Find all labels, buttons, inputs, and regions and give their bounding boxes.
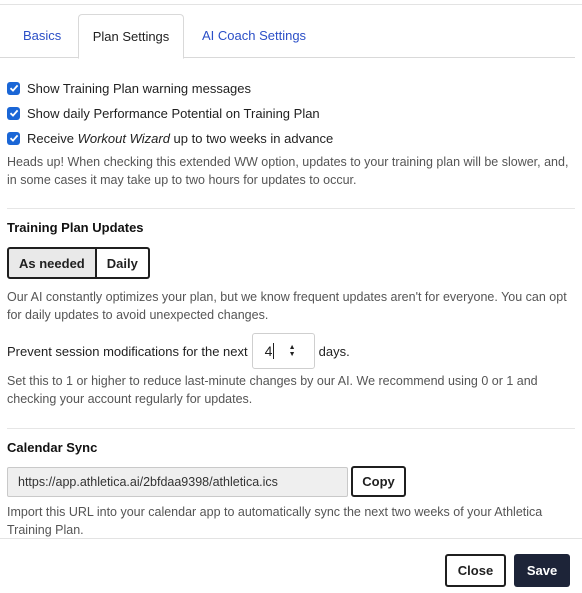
calendar-sync-title: Calendar Sync (7, 440, 98, 455)
copy-button[interactable]: Copy (351, 466, 406, 497)
increment-icon[interactable]: ▲ (288, 344, 296, 351)
plan-updates-title: Training Plan Updates (7, 220, 144, 235)
check-icon (9, 83, 19, 93)
stepper-arrows (289, 344, 296, 358)
wizard-note: Heads up! When checking this extended WW option, updates to your training plan will be slower, and, in some cases it may take up to two hours for updates to occur. (7, 155, 569, 187)
calendar-url-field[interactable]: https://app.athletica.ai/2bfdaa9398/athletica.ics (7, 467, 348, 497)
prevent-suffix: days. (318, 343, 350, 359)
plan-updates-description: Our AI constantly optimizes your plan, but we know frequent updates aren't for everyone. You can opt for daily updates to avoid unexpected changes. (7, 290, 567, 322)
tab-plan-settings[interactable]: Plan Settings (78, 14, 184, 59)
performance-option (7, 104, 320, 122)
prevent-hint: Set this to 1 or higher to reduce last-minute changes by our AI. We recommend using 0 or 1 and checking your account regularly for updates. (7, 374, 538, 406)
save-button[interactable]: Save (514, 554, 570, 587)
as-needed-button[interactable]: As needed (7, 247, 97, 279)
wizard-option (7, 129, 333, 147)
wizard-label (27, 131, 333, 146)
warnings-checkbox[interactable] (7, 82, 20, 95)
tab-basics[interactable]: Basics (23, 28, 62, 43)
performance-label: Show daily Performance Potential on Training Plan (27, 105, 320, 121)
close-button[interactable]: Close (445, 554, 506, 587)
performance-checkbox[interactable] (7, 107, 20, 120)
warnings-option (7, 79, 251, 97)
wizard-label-prefix: Receive (27, 130, 78, 146)
prevent-days-stepper[interactable] (252, 333, 315, 369)
prevent-modifications-row (7, 333, 350, 369)
decrement-icon[interactable]: ▼ (288, 351, 296, 358)
wizard-label-suffix: up to two weeks in advance (169, 130, 334, 146)
section-divider (7, 428, 575, 429)
prevent-prefix: Prevent session modifications for the next (7, 343, 248, 359)
wizard-label-em: Workout Wizard (77, 130, 170, 146)
daily-button[interactable]: Daily (97, 247, 150, 279)
section-divider (7, 208, 575, 209)
prevent-days-value: 4 (264, 343, 273, 359)
calendar-description: Import this URL into your calendar app to automatically sync the next two weeks of your Athletica Training Plan. (7, 505, 543, 537)
top-divider (0, 4, 582, 5)
warnings-label: Show Training Plan warning messages (27, 80, 252, 96)
check-icon (9, 133, 19, 143)
check-icon (9, 108, 19, 118)
update-frequency-toggle (7, 247, 150, 279)
wizard-checkbox[interactable] (7, 132, 20, 145)
tab-bar (0, 14, 575, 58)
text-caret (273, 343, 274, 359)
tab-ai-coach-settings[interactable]: AI Coach Settings (202, 28, 307, 43)
footer-divider (0, 538, 582, 539)
